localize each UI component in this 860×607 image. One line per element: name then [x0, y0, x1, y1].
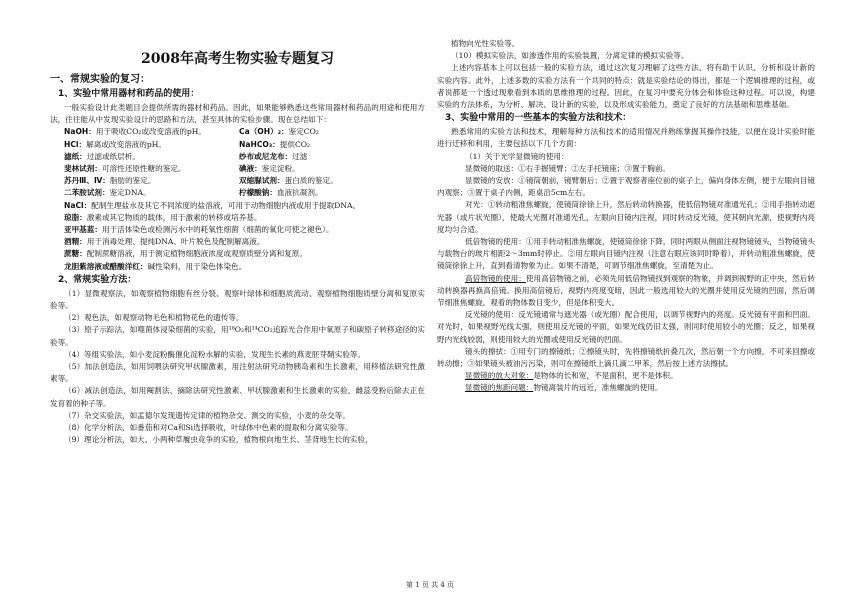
reagent-a	[64, 126, 239, 138]
reagent-single	[64, 212, 425, 224]
reagent-b-text: 鉴定淀粉。	[261, 164, 300, 174]
reagent-text: 碱性染料，用于染色体染色。	[147, 261, 247, 271]
reagent-b	[239, 126, 425, 138]
reagent-a-text: 过滤或纸层析。	[86, 151, 140, 161]
high-power-label: 高倍物镜的使用：	[465, 273, 526, 283]
reagent-pair-row	[64, 151, 425, 163]
summary-paragraph: 上述内容基本上可以包括一般的实验方法，通过这次复习理解了这些方法，将有助于认识、分析和设计新的实验内容。此外，上述多数的实验方法有一个共同的特点：就是实验结论的得出，都是一个逻辑推理的过程，或者说都是一个透过现象看到本质的思维推理的过程。因此，在复习中要充分体会和体验这种过程。可以说，构建实验的方法体系，为分析、解决、设计新的实验，以及形成实验能力，奠定了良好的方法基础和思维基础。	[437, 63, 815, 110]
reagent-b-text: 鉴定CO₂	[288, 127, 319, 137]
continuation-text: 植物向光性实验等。	[451, 39, 520, 48]
reagent-a	[64, 151, 239, 163]
method-item: （4）等组实验法，如小麦淀粉酶催化淀粉水解的实验，发现生长素的燕麦胚芽鞘实验等。	[64, 349, 365, 359]
microscope-item-heading: （1）关于光学显微镜的使用：	[465, 151, 569, 161]
microscope-magnification	[437, 370, 815, 382]
reagent-text: 用于活体染色或检测污水中的耗氧性细菌（细菌的氧化可使之褪色）。	[101, 225, 334, 235]
reagent-b-text: 过滤	[292, 151, 308, 161]
reagent-b-text: 血液抗凝剂。	[276, 188, 323, 198]
reagent-a-text: 用于吸收CO₂或改变溶液的pH。	[95, 127, 206, 137]
reagent-single	[64, 224, 425, 236]
magnification-text: 是物体的长和宽，不是面积，更不是体积。	[533, 371, 678, 381]
microscope-focus	[437, 382, 815, 394]
magnification-label: 显微镜的放大对象：	[465, 371, 534, 381]
microscope-high-power	[437, 273, 815, 310]
microscope-placement: 显微镜的安放：①镜筒朝前，镜臂朝后；②置于观察者座位前的桌子上，偏向身体左侧，便于左眼向目镜内观察；③置于桌子内侧，距桌沿5cm左右。	[437, 176, 815, 198]
microscope-lens-cleaning: 镜头的擦拭：①用专门的擦镜纸；②擦镜头时，先将擦镜纸折叠几次，然后朝一个方向擦，不可来回擦或转动擦；③如果镜头被油污污染，则可在擦镜纸上滴几滴二甲苯，然后按上述方法擦拭。	[437, 346, 815, 369]
reagent-term: 酒精：	[64, 237, 87, 247]
reagent-a-text: 脂肪的鉴定。	[109, 176, 156, 186]
methods-list	[50, 288, 425, 447]
techniques-intro-paragraph: 熟悉常用的实验方法和技术，理解每种方法和技术的适用情况并熟练掌握其操作技能，以便在设计实验时能进行迁移和利用，主要包括以下几个方面：	[437, 127, 815, 149]
right-column	[437, 38, 815, 395]
reagent-term: NaCl：	[64, 200, 92, 210]
method-item-10: （10）模拟实验法，如渗透作用的实验装置，分离定律的模拟实验等。	[451, 51, 689, 61]
reagent-a-text: 鉴定DNA。	[109, 188, 151, 198]
document-title: 2008年高考生物实验专题复习	[141, 51, 334, 67]
method-item: （1）显微观察法，如观察植物细胞有丝分裂、观察叶绿体和细胞质流动、观察植物细胞质壁分离和复原实验等。	[50, 288, 425, 311]
subheading-methods: 2、常规实验方法：	[58, 274, 137, 285]
left-column	[50, 50, 425, 446]
reagent-term: 蔗糖：	[64, 249, 87, 259]
reagent-b-term: 纱布或尼龙布：	[239, 151, 293, 161]
microscope-low-power: 低倍物镜的使用：①用手转动粗准焦螺旋，使镜筒徐徐下降，同时两眼从侧面注视物镜镜头，当物镜镜头与载物台的玻片相距2～3mm时停止。②用左眼向目镜内注视（注意右眼应该同时睁着），并转动粗准焦螺旋，使镜筒徐徐上升，直到看清物象为止。如果不清楚，可调节细准焦螺旋，至清楚为止。	[437, 237, 815, 271]
high-power-text: 使用高倍物镜之前，必须先用低倍物镜找到观察的物象，并调到视野的正中央，然后转动转换器再换高倍镜。换用高倍镜后，视野内亮度变暗，因此一般选用较大的光圈并使用反光镜的凹面，然后调节细准焦螺旋。观看的物体数目变少，但是体积变大。	[437, 273, 815, 308]
reagent-single	[64, 200, 425, 212]
reagent-text: 配制蔗糖溶液，用于测定植物细胞液浓度或观察质壁分离和复原。	[86, 249, 307, 259]
reagent-a-text: 可溶性还原性糖的鉴定。	[101, 164, 186, 174]
reagent-a-term: 苏丹Ⅲ、Ⅳ：	[64, 176, 110, 186]
microscope-mirror: 反光镜的使用：反光镜通常与遮光器（或光圈）配合使用，以调节视野内的亮度。反光镜有平面和凹面。对光时，如果视野光线太强，则使用反光镜的平面，如果光线仍旧太强，则同时使用较小的光圈；反之，如果视野内光线较弱，则使用较大的光圈或使用反光镜的凹面。	[437, 310, 815, 344]
reagent-a	[64, 163, 239, 175]
reagent-a-term: NaOH：	[64, 127, 96, 137]
reagent-term: 琼脂：	[64, 212, 87, 222]
reagent-b-text: 蛋白质的鉴定。	[284, 176, 338, 186]
subheading-equipment-reagents: 1、实验中常用器材和药品的使用：	[58, 89, 200, 99]
reagent-a-term: 二苯胺试剂：	[64, 188, 110, 198]
subheading-techniques: 3、实验中常用的一些基本的实验方法和技术：	[445, 113, 632, 124]
reagent-b	[239, 187, 425, 199]
reagent-b-term: Ca（OH）₂：	[239, 127, 289, 137]
method-item: （9）理论分析法，如大、小两种草履虫竞争的实验，植物根向地生长、茎背地生长的实验，	[64, 435, 373, 445]
reagent-pair-row	[64, 139, 425, 151]
reagent-b	[239, 163, 425, 175]
method-item: （3）原子示踪法，如噬菌体浸染细菌的实验，用¹⁸O₂和¹⁴CO₂追踪光合作用中氧原子和碳原子转移途径的实验等。	[50, 325, 425, 347]
reagent-b-text: 提供CO₂	[279, 139, 311, 149]
reagent-b-term: NaHCO₃：	[239, 139, 280, 149]
focus-text: 物镜离装片的远近，准焦螺旋的使用。	[533, 383, 663, 393]
reagent-a	[64, 139, 239, 151]
reagent-a-term: 滤纸：	[64, 151, 87, 161]
reagent-pairs-list	[50, 126, 425, 199]
reagent-pair-row	[64, 175, 425, 187]
focus-label: 显微镜的焦距问题：	[465, 383, 534, 393]
reagent-a	[64, 187, 239, 199]
reagent-text: 用于消毒处理、提纯DNA、叶片脱色及配制解离液。	[86, 237, 265, 247]
reagent-b-term: 双缩脲试剂：	[239, 176, 285, 186]
reagent-single	[64, 261, 425, 273]
section-heading-routine-experiments: 一、常规实验的复习：	[50, 74, 150, 85]
reagent-pair-row	[64, 187, 425, 199]
microscope-light-adjust: 对光：①转动粗准焦螺旋，使镜筒徐徐上升，然后转动转换器，使低倍物镜对准通光孔；②用手指转动遮光器（或片状光圈），使最大光圈对准通光孔，左眼向目镜内注视，同时转动反光镜，使其朝向光源，使视野内亮度均匀合适。	[437, 200, 815, 234]
method-item: （2）观色法，如观察动物毛色和植物花色的遗传等。	[64, 313, 244, 323]
method-item: （8）化学分析法，如番茄和对Ca和Si选择吸收，叶绿体中色素的提取和分离实验等。	[64, 423, 353, 433]
reagent-b-term: 柠檬酸钠：	[239, 188, 277, 198]
reagent-b-term: 碘液：	[239, 164, 262, 174]
reagent-a	[64, 175, 239, 187]
reagent-b	[239, 175, 425, 187]
method-item: （7）杂交实验法，如孟德尔发现遗传定律的植物杂交、测交的实验，小麦的杂交等。	[64, 410, 350, 420]
reagent-pair-row	[64, 126, 425, 138]
reagent-single	[64, 236, 425, 248]
reagent-a-term: HCl：	[64, 139, 87, 149]
reagent-singles-list	[50, 200, 425, 273]
method-item: （5）加法创造法，如用饲喂法研究甲状腺激素，用注射法研究动物胰岛素和生长激素，用移植法研究性激素等。	[50, 362, 425, 384]
reagent-single	[64, 248, 425, 260]
reagent-term: 龙胆紫溶液或醋酸洋红：	[64, 261, 148, 271]
reagent-text: 配制生理盐水及其它不同浓度的盐溶液，可用于动物细胞内液或用于提取DNA。	[91, 200, 361, 210]
method-item: （6）减法创造法，如用阉割法、摘除法研究性激素、甲状腺激素和生长激素的实验，雌蕊受粉后除去正在发育着的种子等。	[50, 386, 425, 408]
reagent-term: 亚甲基蓝：	[64, 225, 102, 235]
reagent-text: 激素或其它物质的载体，用于激素的转移或培养基。	[86, 212, 262, 222]
reagent-a-term: 斐林试剂：	[64, 164, 102, 174]
page-footer: 第 1 页 共 4 页	[405, 581, 455, 589]
microscope-carry: 显微镜的取送：①右手握镜臂；②左手托镜座；③置于胸前。	[465, 163, 671, 173]
reagent-a-text: 解离或改变溶液的pH。	[86, 139, 166, 149]
reagent-b	[239, 151, 425, 163]
intro-paragraph: 一般实验设计此类题目会提供所需的器材和药品。因此，如果能够熟悉这些常用器材和药品的用途和使用方法，往往能从中发现实验设计的思路和方法，甚至具体的实验步骤。现在总结如下：	[50, 103, 425, 125]
reagent-b	[239, 139, 425, 151]
reagent-pair-row	[64, 163, 425, 175]
